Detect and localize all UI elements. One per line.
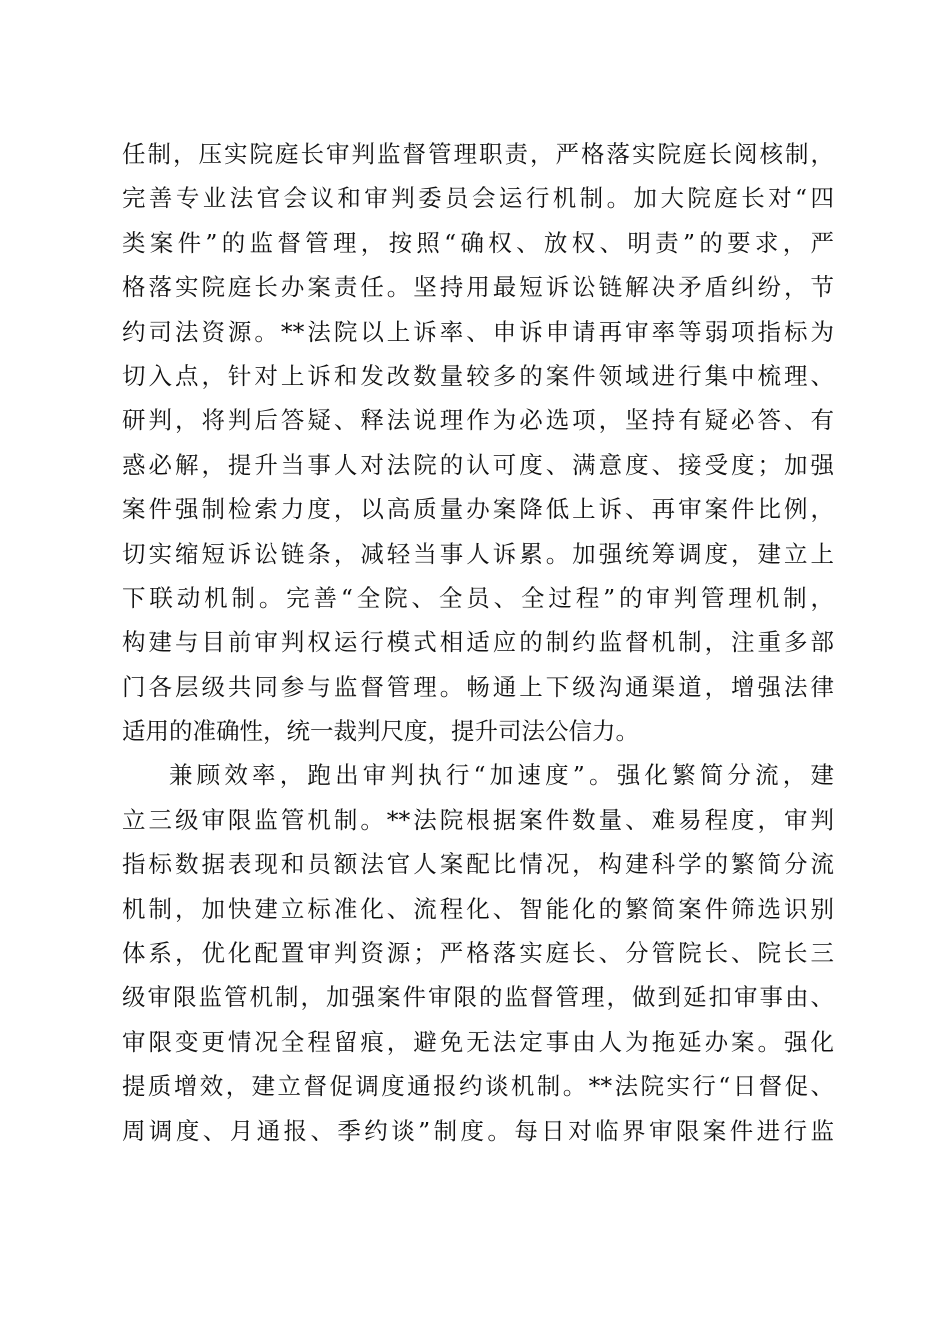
paragraph-2-line-8: 提质增效，建立督促调度通报约谈机制。**法院实行“日督促、 <box>122 1072 834 1101</box>
paragraph-2-line-2: 立三级审限监管机制。**法院根据案件数量、难易程度，审判 <box>122 805 834 834</box>
paragraph-1-line-14: 适用的准确性，统一裁判尺度，提升司法公信力。 <box>122 717 639 746</box>
paragraph-1-line-4: 格落实院庭长办案责任。坚持用最短诉讼链解决矛盾纠纷，节 <box>122 273 834 302</box>
paragraph-2-line-1: 兼顾效率，跑出审判执行“加速度”。强化繁简分流，建 <box>169 761 834 790</box>
paragraph-2-line-3: 指标数据表现和员额法官人案配比情况，构建科学的繁简分流 <box>122 850 834 879</box>
paragraph-1-line-6: 切入点，针对上诉和发改数量较多的案件领域进行集中梳理、 <box>122 361 834 390</box>
paragraph-1-line-5: 约司法资源。**法院以上诉率、申诉申请再审率等弱项指标为 <box>122 317 834 346</box>
paragraph-1-line-13: 门各层级共同参与监督管理。畅通上下级沟通渠道，增强法律 <box>122 672 834 701</box>
paragraph-2-line-9: 周调度、月通报、季约谈”制度。每日对临界审限案件进行监 <box>122 1116 834 1145</box>
paragraph-1-line-3: 类案件”的监督管理，按照“确权、放权、明责”的要求，严 <box>122 228 834 257</box>
paragraph-1-line-10: 切实缩短诉讼链条，减轻当事人诉累。加强统筹调度，建立上 <box>122 539 834 568</box>
paragraph-1-line-12: 构建与目前审判权运行模式相适应的制约监督机制，注重多部 <box>122 628 834 657</box>
paragraph-2-line-7: 审限变更情况全程留痕，避免无法定事由人为拖延办案。强化 <box>122 1027 834 1056</box>
paragraph-2-line-6: 级审限监管机制，加强案件审限的监督管理，做到延扣审事由、 <box>122 983 834 1012</box>
paragraph-1-line-7: 研判，将判后答疑、释法说理作为必选项，坚持有疑必答、有 <box>122 406 834 435</box>
paragraph-1-line-2: 完善专业法官会议和审判委员会运行机制。加大院庭长对“四 <box>122 184 834 213</box>
document-body <box>122 132 834 1153</box>
paragraph-2-line-4: 机制，加快建立标准化、流程化、智能化的繁简案件筛选识别 <box>122 894 834 923</box>
paragraph-1-line-11: 下联动机制。完善“全院、全员、全过程”的审判管理机制， <box>122 583 834 612</box>
paragraph-2-line-5: 体系，优化配置审判资源；严格落实庭长、分管院长、院长三 <box>122 939 834 968</box>
paragraph-1-line-1: 任制，压实院庭长审判监督管理职责，严格落实院庭长阅核制， <box>122 140 834 168</box>
paragraph-1-line-8: 惑必解，提升当事人对法院的认可度、满意度、接受度；加强 <box>122 450 834 479</box>
paragraph-1-line-9: 案件强制检索力度，以高质量办案降低上诉、再审案件比例， <box>122 495 834 524</box>
